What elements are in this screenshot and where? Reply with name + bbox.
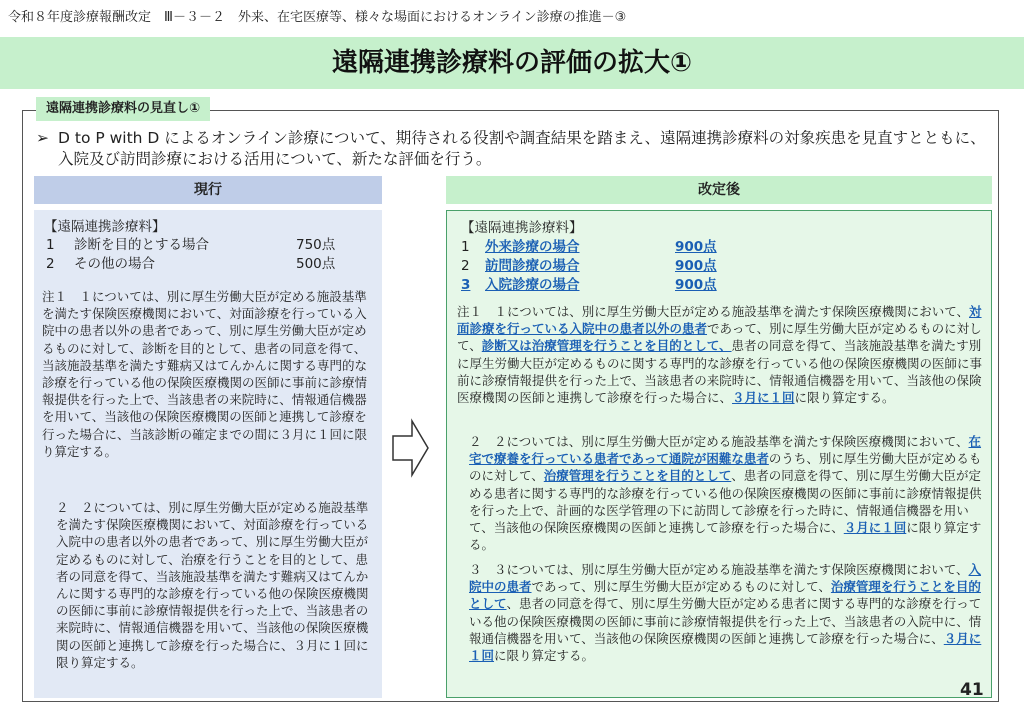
current-item-points: 500点: [296, 256, 336, 272]
note-text: に限り算定する。: [794, 390, 895, 406]
note-emphasis: 対面診療を行っている入院中の患者以外の患者: [457, 304, 982, 337]
note-text: 、患者の同意を得て、別に厚生労働大臣が定める患者に関する専門的な診療を行っている他の保険医療機関の医師に事前に診療情報提供を行った上で、計画的な医学管理の下に訪問して診療を行った時に、情報通信機器を用いて、当該他の保険医療機関の医師と連携して診療を行った場合に、: [469, 468, 982, 536]
revised-item-label: 入院診療の場合: [485, 277, 580, 293]
note-text: に限り算定する。: [494, 648, 595, 664]
note-emphasis: 治療管理を行うことを目的として: [543, 468, 732, 484]
lead-paragraph: [36, 128, 986, 170]
note-text: であって、別に厚生労働大臣が定めるものに対して、: [531, 579, 831, 595]
revised-item-points: 900点: [675, 258, 717, 274]
note-text: 注１ １については、別に厚生労働大臣が定める施設基準を満たす保険医療機関において、: [457, 304, 970, 319]
bullet-arrow-icon: ➢: [36, 129, 49, 147]
current-item-no: 1: [46, 237, 55, 253]
note-text: 患者の同意を得て、当該施設基準を満たす別に厚生労働大臣が定めるものに関する専門的な診療を行っている他の保険医療機関の医師に事前に診療情報提供を行った上で、当該患者の来院時に、情報通信機器を用いて、当該他の保険医療機関の医師と連携して診療を行った場合に、: [457, 338, 983, 406]
note-text: ３ ３については、別に厚生労働大臣が定める施設基準を満たす保険医療機関において、: [469, 562, 969, 577]
section-tag: 遠隔連携診療料の見直し①: [36, 97, 210, 121]
note-text: ２ ２については、別に厚生労働大臣が定める施設基準を満たす保険医療機関において、: [469, 434, 969, 449]
note-emphasis: 治療管理を行うことを目的として: [469, 579, 981, 612]
revised-note-1: [457, 303, 983, 406]
revised-heading: 改定後: [446, 176, 992, 204]
revised-item-points: 900点: [675, 239, 717, 255]
current-item-label: 診断を目的とする場合: [74, 237, 209, 253]
note-emphasis: ３月に１回: [732, 390, 795, 406]
current-item-points: 750点: [296, 237, 336, 253]
revised-item-points: 900点: [675, 277, 717, 293]
page-number: 41: [960, 680, 984, 700]
current-panel: [34, 210, 382, 698]
revised-item-no: 3: [461, 277, 471, 293]
revised-note-3: [469, 561, 983, 664]
page-title: 遠隔連携診療料の評価の拡大①: [331, 48, 692, 78]
right-arrow-icon: [392, 418, 430, 478]
note-text: であって、別に厚生労働大臣が定めるものに対して、: [457, 321, 982, 354]
note-emphasis: 入院中の患者: [469, 562, 982, 595]
revised-fee-name: 【遠隔連携診療料】: [461, 220, 583, 236]
revised-item-label: 訪問診療の場合: [485, 258, 580, 274]
current-fee-name: 【遠隔連携診療料】: [44, 219, 166, 235]
note-text: 、患者の同意を得て、別に厚生労働大臣が定める患者に関する専門的な診療を行っている他の保険医療機関の医師に事前に診療情報提供を行った上で、当該患者の入院中に、情報通信機器を用いて、当該他の保険医療機関の医師と連携して診療を行った場合に、: [469, 596, 982, 646]
current-item-label: その他の場合: [74, 256, 155, 272]
note-emphasis: 在宅で療養を行っている患者であって通院が困難な患者: [469, 434, 982, 467]
current-note-1: 注１ １については、別に厚生労働大臣が定める施設基準を満たす保険医療機関において、対面診療を行っている入院中の患者以外の患者であって、別に厚生労働大臣が定めるものに対して、診断を目的として、患者の同意を得て、当該施設基準を満たす難病又はてんかんに関する専門的な診療を行っている他の保険医療機関の医師に事前に診療情報提供を行った上で、当該患者の来院時に、情報通信機器を用いて、当該他の保険医療機関の医師と連携して診療を行った場合に、当該診断の確定までの間に３月に１回に限り算定する。: [42, 289, 368, 459]
note-text: のうち、別に厚生労働大臣が定めるものに対して、: [469, 451, 982, 484]
note-emphasis: ３月に１回: [469, 630, 982, 664]
note-emphasis: 診断又は治療管理を行うことを目的として、: [481, 338, 732, 354]
breadcrumb: 令和８年度診療報酬改定 Ⅲ－３－２ 外来、在宅医療等、様々な場面におけるオンライン診療の推進－③: [8, 10, 627, 25]
revised-panel: [446, 210, 992, 698]
current-item-no: 2: [46, 256, 55, 272]
revised-note-2: [469, 433, 983, 553]
revised-item-no: 1: [461, 239, 470, 255]
lead-text: D to P with D によるオンライン診療について、期待される役割や調査結果を踏まえ、遠隔連携診療料の対象疾患を見直すとともに、入院及び訪問診療における活用について、新たな評価を行う。: [58, 129, 986, 168]
note-text: に限り算定する。: [469, 520, 982, 553]
revised-item-label: 外来診療の場合: [485, 239, 580, 255]
current-note-2: ２ ２については、別に厚生労働大臣が定める施設基準を満たす保険医療機関において、対面診療を行っている入院中の患者以外の患者であって、別に厚生労働大臣が定めるものに対して、治療を行うことを目的として、患者の同意を得て、当該施設基準を満たす難病又はてんかんに関する専門的な診療を行っている他の保険医療機関の医師に事前に診療情報提供を行った上で、当該患者の来院時に、情報通信機器を用いて、当該他の保険医療機関の医師と連携して診療を行った場合に、３月に１回に限り算定する。: [56, 500, 369, 670]
current-heading: 現行: [34, 176, 382, 204]
revised-item-no: 2: [461, 258, 470, 274]
note-emphasis: ３月に１回: [843, 520, 907, 536]
